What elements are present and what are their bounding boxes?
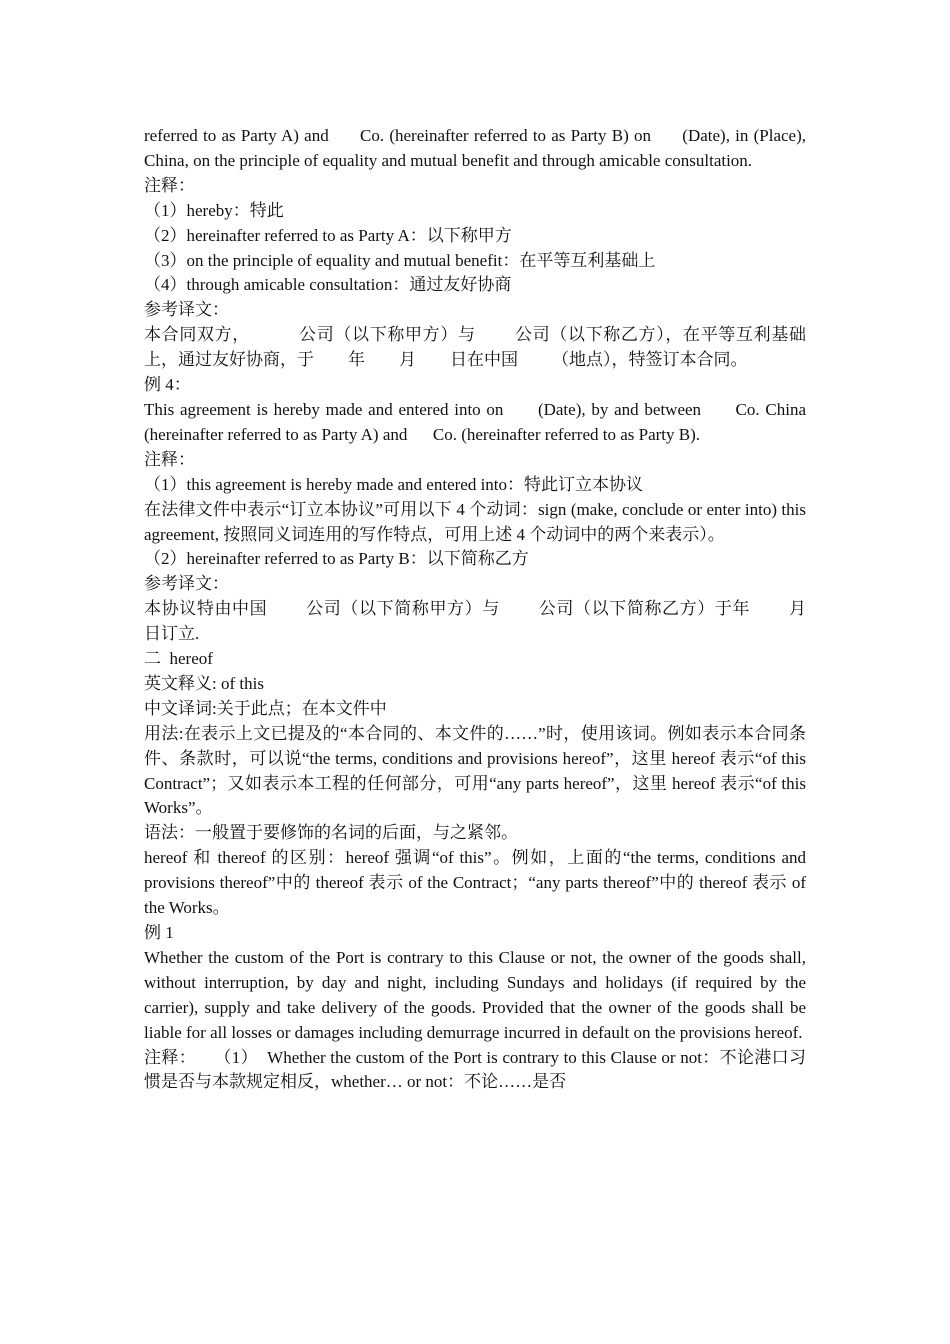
usage-paragraph: 用法:在表示上文已提及的“本合同的、本文件的……”时，使用该词。例如表示本合同条件、条款时，可以说“the terms, conditions and provisions hereof”，这里 hereof 表示“of this Contract”；又如表示本工程的任何部分，可用“any parts hereof”，这里 hereof 表示“of this Works”。 [144, 723, 806, 818]
example-heading: 例 1 [144, 923, 174, 942]
notes-heading: 注释： [144, 449, 195, 469]
note-item: （2）hereinafter referred to as Party A：以下称甲方 [144, 225, 512, 245]
note-item: （4）through amicable consultation：通过友好协商 [144, 275, 512, 295]
translation-paragraph: 本合同双方， 公司（以下称甲方）与 公司（以下称乙方），在平等互利基础上，通过友好协商，于 年 月 日在中国 （地点），特签订本合同。 [144, 325, 806, 370]
notes-heading: 注释： [144, 175, 195, 195]
chinese-definition: 中文译词:关于此点；在本文件中 [144, 698, 387, 718]
translation-paragraph: 本协议特由中国 公司（以下简称甲方）与 公司（以下简称乙方）于年 月 日订立. [144, 599, 840, 644]
notes-paragraph: 注释： （1） Whether the custom of the Port is contrary to this Clause or not：不论港口习惯是否与本款规定相反，whether… or not：不论……是否 [144, 1047, 806, 1092]
paragraph-intro-continuation: referred to as Party A) and Co. (hereinafter referred to as Party B) on (Date), in (Place), China, on the principle of equality and mutual benefit and through amicable consultation. [144, 126, 811, 170]
note-item: （1）hereby：特此 [144, 200, 284, 220]
note-item: （3）on the principle of equality and mutual benefit：在平等互利基础上 [144, 250, 656, 270]
example-heading: 例 4： [144, 375, 191, 395]
section-heading: 二 hereof [144, 649, 213, 669]
note-explanation: 在法律文件中表示“订立本协议”可用以下 4 个动词：sign (make, conclude or enter into) this agreement, 按照同义词连用的写作特点，可用上述 4 个动词中的两个来表示）。 [144, 499, 806, 544]
grammar-paragraph: 语法：一般置于要修饰的名词的后面，与之紧邻。 [144, 823, 518, 843]
note-item: （2）hereinafter referred to as Party B：以下简称乙方 [144, 549, 529, 569]
english-definition: 英文释义: of this [144, 673, 264, 693]
difference-paragraph: hereof 和 thereof 的区别：hereof 强调“of this”。例如，上面的“the terms, conditions and provisions thereof”中的 thereof 表示 of the Contract；“any parts thereof”中的 thereof 表示 of the Works。 [144, 848, 806, 918]
example-paragraph: Whether the custom of the Port is contrary to this Clause or not, the owner of the goods shall, without interruption, by day and night, including Sundays and holidays (if required by the carrier), supply and take delivery of the goods. Provided that the owner of the goods shall be liable for all losses or damages including demurrage incurred in default on the provisions hereof. [144, 947, 806, 1042]
translation-heading: 参考译文： [144, 574, 229, 594]
example-paragraph: This agreement is hereby made and entered into on (Date), by and between Co. China (hereinafter referred to as Party A) and Co. (hereinafter referred to as Party B). [144, 399, 811, 444]
document-page [144, 124, 840, 1095]
translation-heading: 参考译文： [144, 300, 229, 320]
note-item: （1）this agreement is hereby made and entered into：特此订立本协议 [144, 474, 644, 494]
